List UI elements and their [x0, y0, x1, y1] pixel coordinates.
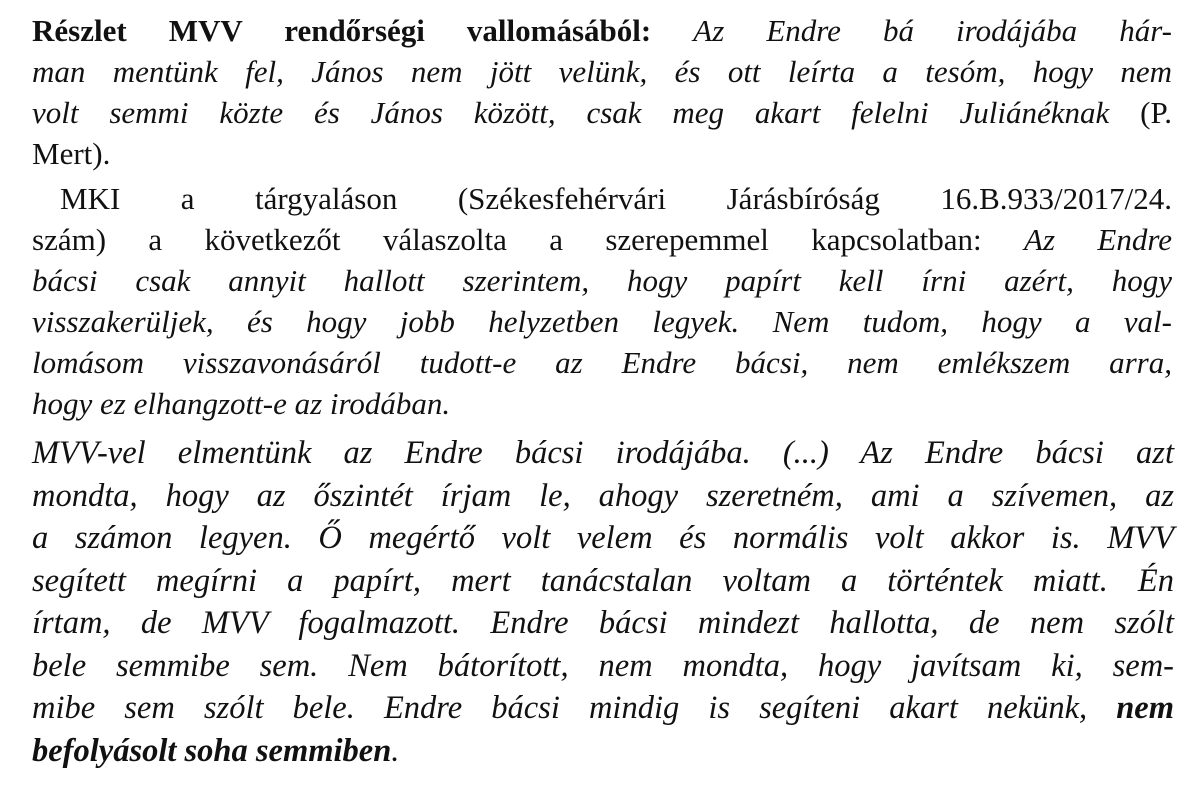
p3-line-4: segített megírni a papírt, mert tanácstalan voltam a történtek miatt. Én: [32, 562, 1174, 599]
p2-line-4: visszakerüljek, és hogy jobb helyzetben legyek. Nem tudom, hogy a val-: [32, 304, 1172, 339]
paragraph-quoted-testimony: [32, 432, 1174, 772]
paragraph-police-statement: [32, 10, 1172, 174]
p3-line-3: a számon legyen. Ő megértő volt velem és normális volt akkor is. MVV: [32, 520, 1174, 556]
p2-line-6: hogy ez elhangzott-e az irodában.: [32, 386, 451, 421]
p3-emphasis: befolyásolt soha semmiben: [32, 732, 392, 769]
p1-heading: Részlet MVV rendőrségi vallomásából:: [32, 13, 652, 48]
p2-line-2: szám) a következőt válaszolta a szerepemmel kapcsolatban: Az Endre: [32, 222, 1172, 257]
p1-line-1: Részlet MVV rendőrségi vallomásából: Az Endre bá irodájába hár-: [32, 13, 1172, 48]
p2-line-1: MKI a tárgyaláson (Székesfehérvári Járásbíróság 16.B.933/2017/24.: [60, 181, 1172, 216]
p3-line-1: MVV-vel elmentünk az Endre bácsi irodájába. (...) Az Endre bácsi azt: [32, 435, 1174, 471]
p3-line-5: írtam, de MVV fogalmazott. Endre bácsi mindezt hallotta, de nem szólt: [32, 605, 1174, 641]
paragraph-court-testimony: [32, 178, 1172, 424]
p2-line-5: lomásom visszavonásáról tudott-e az Endre bácsi, nem emlékszem arra,: [32, 345, 1172, 380]
p2-line-3: bácsi csak annyit hallott szerintem, hogy papírt kell írni azért, hogy: [32, 263, 1172, 298]
p3-line-7: mibe sem szólt bele. Endre bácsi mindig is segíteni akart nekünk, nem: [32, 690, 1174, 726]
p3-line-2: mondta, hogy az őszintét írjam le, ahogy szeretném, ami a szívemen, az: [32, 477, 1174, 514]
p1-line-4: Mert).: [32, 136, 111, 171]
p1-line-2: man mentünk fel, János nem jött velünk, és ott leírta a tesóm, hogy nem: [32, 54, 1172, 89]
p3-line-8: befolyásolt soha semmiben.: [32, 732, 400, 769]
p3-line-6: bele semmibe sem. Nem bátorított, nem mondta, hogy javítsam ki, sem-: [32, 647, 1174, 684]
p1-line-3: volt semmi közte és János között, csak meg akart felelni Juliánéknak (P.: [32, 95, 1172, 130]
